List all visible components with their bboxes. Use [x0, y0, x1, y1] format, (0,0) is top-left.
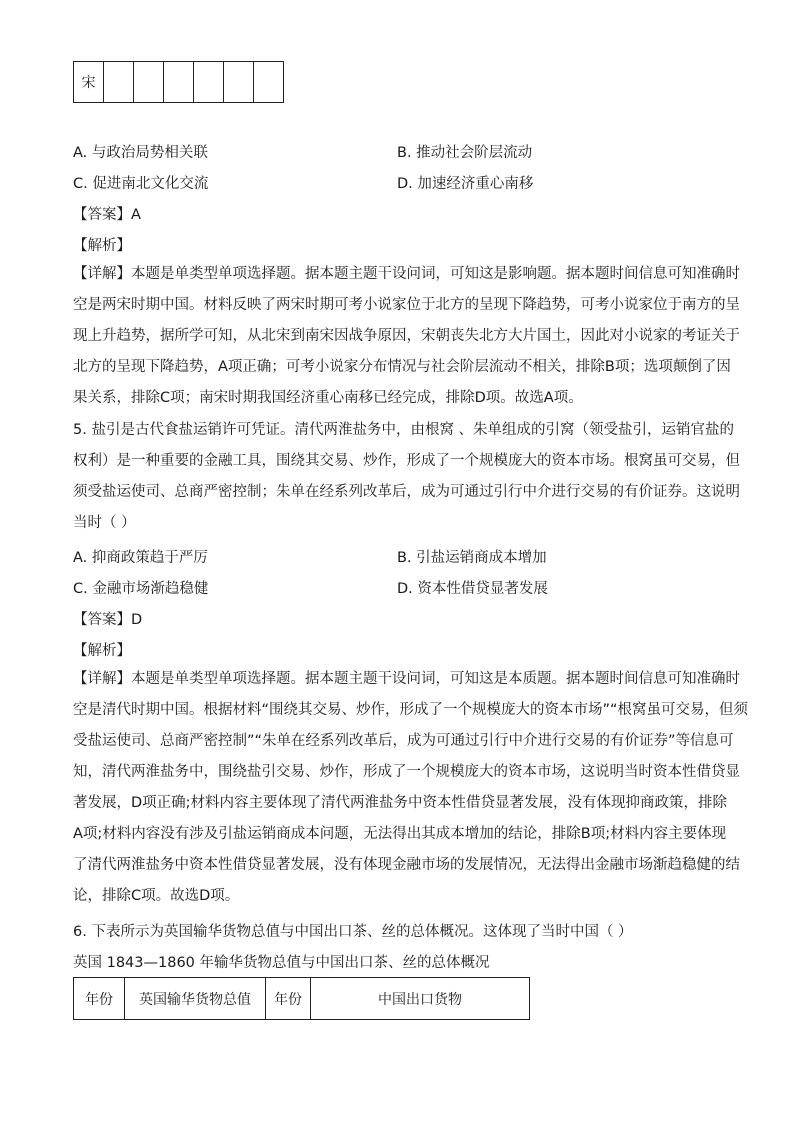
q5-option-c: C. 金融市场渐趋稳健 — [73, 581, 209, 597]
q4-detail-line: 现上升趋势，据所学可知，从北宋到南宋因战争原因，宋朝丧失北方大片国土，因此对小说家的考证关于 — [73, 328, 740, 344]
q5-detail — [73, 664, 749, 912]
q4-option-a: A. 与政治局势相关联 — [73, 145, 208, 161]
table-cell — [194, 62, 224, 103]
table-cell — [134, 62, 164, 103]
q5-detail-line: 【详解】本题是单类型单项选择题。据本题主题干设问词，可知这是本质题。据本题时间信息可知准确时 — [73, 671, 740, 687]
q5-detail-line: 著发展，D项正确;材料内容主要体现了清代两淮盐务中资本性借贷显著发展，没有体现抑商政策，排除 — [73, 795, 728, 811]
q5-option-a: A. 抑商政策趋于严厉 — [73, 550, 208, 566]
q5-question-line: 权利）是一种重要的金融工具，围绕其交易、炒作，形成了一个规模庞大的资本市场。根窝虽可交易，但 — [73, 453, 740, 469]
table-cell — [164, 62, 194, 103]
q4-option-d: D. 加速经济重心南移 — [397, 176, 534, 192]
table-header-cell: 年份 — [266, 978, 311, 1020]
q4-detail-line: 空是两宋时期中国。材料反映了两宋时期可考小说家位于北方的呈现下降趋势，可考小说家位于南方的呈 — [73, 297, 740, 313]
q5-detail-line: 论，排除C项。故选D项。 — [73, 888, 240, 904]
q5-detail-line: 空是清代时期中国。根据材料“围绕其交易、炒作，形成了一个规模庞大的资本市场”“根窝虽可交易，但须 — [73, 702, 749, 718]
table-cell — [254, 62, 284, 103]
table-cell: 宋 — [74, 62, 104, 103]
q4-detail-line: 果关系，排除C项；南宋时期我国经济重心南移已经完成，排除D项。故选A项。 — [73, 390, 583, 406]
q4-detail — [73, 259, 740, 414]
q5-option-d: D. 资本性借贷显著发展 — [397, 581, 548, 597]
q4-detail-line: 【详解】本题是单类型单项选择题。据本题主题干设问词，可知这是影响题。据本题时间信息可知准确时 — [73, 266, 740, 282]
q5-detail-line: 了清代两淮盐务中资本性借贷显著发展，没有体现金融市场的发展情况，无法得出金融市场渐趋稳健的结 — [73, 857, 740, 873]
q6-table — [73, 977, 530, 1020]
q4-detail-line: 北方的呈现下降趋势，A项正确；可考小说家分布情况与社会阶层流动不相关，排除B项；选项颠倒了因 — [73, 359, 731, 375]
q4-option-c: C. 促进南北文化交流 — [73, 176, 209, 192]
q5-detail-line: 知，清代两淮盐务中，围绕盐引交易、炒作，形成了一个规模庞大的资本市场，这说明当时资本性借贷显 — [73, 764, 740, 780]
q5-question-line: 当时（ ） — [73, 515, 136, 531]
q4-analysis-label: 【解析】 — [73, 238, 131, 254]
q5-option-b: B. 引盐运销商成本增加 — [397, 550, 547, 566]
table-header-cell: 英国输华货物总值 — [125, 978, 266, 1020]
table-header-cell: 年份 — [74, 978, 125, 1020]
table-row — [74, 62, 284, 103]
table-cell — [224, 62, 254, 103]
table-header-row — [74, 978, 530, 1020]
q5-question — [73, 415, 740, 539]
top-table — [73, 61, 284, 103]
q6-question: 6. 下表所示为英国输华货物总值与中国出口茶、丝的总体概况。这体现了当时中国（ ） — [73, 924, 633, 940]
q5-detail-line: 受盐运使司、总商严密控制”“朱单在经系列改革后，成为可通过引行中介进行交易的有价证券”等信息可 — [73, 733, 734, 749]
q6-table-caption: 英国 1843—1860 年输华货物总值与中国出口茶、丝的总体概况 — [73, 955, 490, 971]
q4-option-b: B. 推动社会阶层流动 — [397, 145, 533, 161]
q5-answer: 【答案】D — [73, 612, 143, 628]
q5-analysis-label: 【解析】 — [73, 643, 131, 659]
table-cell — [104, 62, 134, 103]
q5-question-line: 须受盐运使司、总商严密控制；朱单在经系列改革后，成为可通过引行中介进行交易的有价证券。这说明 — [73, 484, 740, 500]
table-header-cell: 中国出口货物 — [311, 978, 530, 1020]
q4-answer: 【答案】A — [73, 207, 141, 223]
q5-question-line: 5. 盐引是古代食盐运销许可凭证。清代两淮盐务中，由根窝 、朱单组成的引窝（领受盐引，运销官盐的 — [73, 422, 735, 438]
q5-detail-line: A项;材料内容没有涉及引盐运销商成本问题，无法得出其成本增加的结论，排除B项;材料内容主要体现 — [73, 826, 727, 842]
